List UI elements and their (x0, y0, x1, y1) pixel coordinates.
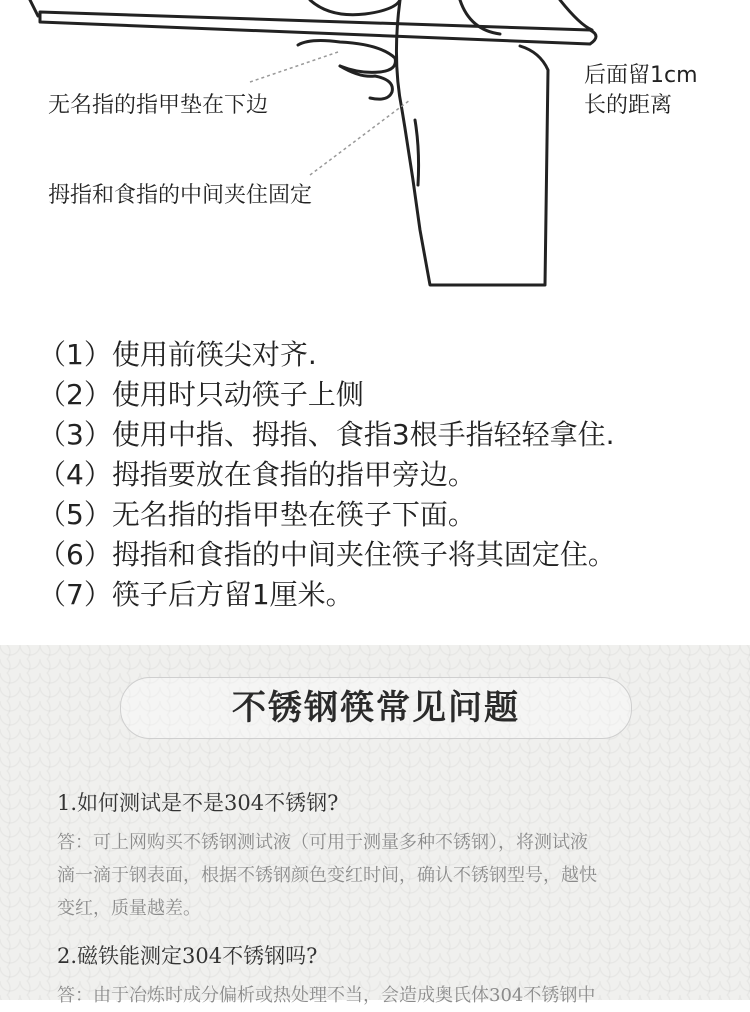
faq-question: 2.磁铁能测定304不锈钢吗? (57, 944, 318, 968)
faq-title: 不锈钢筷常见问题 (120, 677, 632, 739)
callout-ring-finger: 无名指的指甲垫在下边 (48, 93, 269, 118)
step-item: （4）拇指要放在食指的指甲旁边。 (38, 458, 476, 491)
hand-drawing (0, 0, 750, 320)
step-item: （3）使用中指、拇指、食指3根手指轻轻拿住. (38, 418, 615, 451)
usage-steps-list (38, 335, 738, 615)
step-item: （2）使用时只动筷子上侧 (38, 378, 364, 411)
step-item: （6）拇指和食指的中间夹住筷子将其固定住。 (38, 538, 616, 571)
faq-answer-line: 答：可上网购买不锈钢测试液（可用于测量多种不锈钢），将测试液 (57, 832, 588, 853)
faq-question: 1.如何测试是不是304不锈钢? (57, 791, 339, 815)
chopstick-hand-illustration (0, 0, 750, 320)
finger-right (560, 0, 592, 30)
faq-answer-line: 滴一滴于钢表面，根据不锈钢颜色变红时间，确认不锈钢型号，越快 (57, 865, 597, 886)
faq-answer-line: 变红，质量越差。 (57, 898, 201, 919)
finger-top (310, 0, 400, 15)
step-item: （5）无名指的指甲垫在筷子下面。 (38, 498, 476, 531)
faq-item (57, 788, 727, 925)
ring-finger (298, 41, 395, 73)
faq-item (57, 941, 727, 1012)
step-item: （1）使用前筷尖对齐. (38, 338, 317, 371)
faq-section (0, 645, 750, 1006)
palm-crease (415, 120, 419, 185)
callout-back-distance-line2: 长的距离 (584, 93, 673, 118)
step-item: （7）筷子后方留1厘米。 (38, 578, 354, 611)
thumb-index-leader (310, 100, 410, 175)
faq-answer (57, 979, 727, 1012)
faq-answer (57, 826, 727, 925)
faq-answer-line: 答：由于冶炼时成分偏析或热处理不当，会造成奥氏体304不锈钢中 (57, 985, 596, 1006)
callout-thumb-index: 拇指和食指的中间夹住固定 (48, 183, 313, 208)
callout-back-distance-line1: 后面留1cm (584, 63, 698, 88)
ring-finger-leader (250, 52, 338, 82)
upper-chopstick-tip (30, 0, 38, 16)
